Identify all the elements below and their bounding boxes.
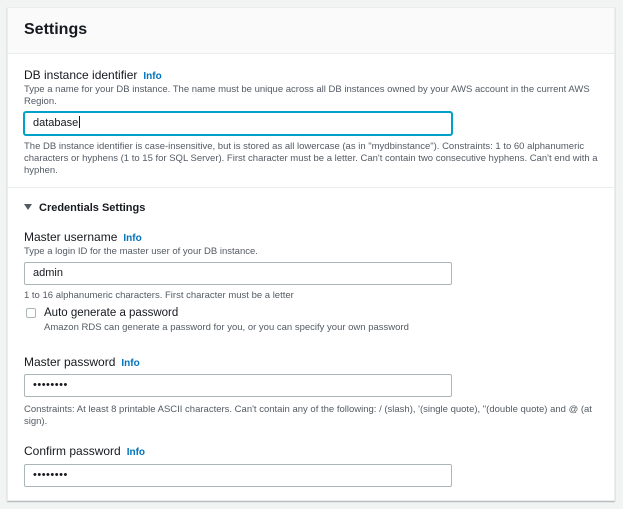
master-username-value: admin <box>33 267 63 279</box>
master-username-input[interactable] <box>24 262 452 285</box>
credentials-section-title: Credentials Settings <box>39 202 146 214</box>
caret-down-icon <box>24 204 32 210</box>
master-username-info-link[interactable]: Info <box>123 233 142 244</box>
confirm-password-info-link[interactable]: Info <box>126 447 146 458</box>
master-username-label: Master username <box>24 230 118 244</box>
auto-generate-description: Amazon RDS can generate a password for you, or you can specify your own password <box>44 322 409 333</box>
db-identifier-input[interactable] <box>24 112 452 135</box>
db-identifier-value: database <box>33 117 79 129</box>
db-identifier-label: DB instance identifier <box>24 68 138 82</box>
db-identifier-description: Type a name for your DB instance. The name must be unique across all DB instances owned by your AWS account in the current AWS Region. <box>24 84 590 107</box>
auto-generate-checkbox[interactable] <box>26 308 36 318</box>
confirm-password-input[interactable] <box>24 464 452 487</box>
section-divider <box>8 187 614 188</box>
panel-title: Settings <box>24 21 88 38</box>
master-password-input[interactable] <box>24 374 452 397</box>
panel-header <box>8 8 614 54</box>
master-password-label: Master password <box>24 355 116 369</box>
settings-panel <box>7 7 615 501</box>
db-identifier-constraints: The DB instance identifier is case-insensitive, but is stored as all lowercase (as in "mydbinstance"). Constraints: 1 to 60 alphanumeric characters or hyphens (1 to 15 for SQL Server). First character must be a letter. Can't contain two consecutive hyphens. Can't end with a hyphen. <box>24 141 598 176</box>
master-username-constraints: 1 to 16 alphanumeric characters. First character must be a letter <box>24 290 294 301</box>
auto-generate-label[interactable]: Auto generate a password <box>44 307 179 319</box>
credentials-section-toggle[interactable] <box>24 202 145 214</box>
master-username-description: Type a login ID for the master user of your DB instance. <box>24 246 258 257</box>
master-password-info-link[interactable]: Info <box>121 358 140 369</box>
confirm-password-value: •••••••• <box>33 469 68 481</box>
confirm-password-field-label <box>24 444 145 458</box>
master-password-value: •••••••• <box>33 379 68 391</box>
master-password-constraints: Constraints: At least 8 printable ASCII characters. Can't contain any of the following: / (slash), '(single quote), "(double quote) and @ (at sign). <box>24 404 592 427</box>
db-identifier-field-label <box>24 68 162 82</box>
text-cursor <box>79 116 80 128</box>
confirm-password-label: Confirm password <box>24 444 121 458</box>
master-username-field-label <box>24 230 142 244</box>
master-password-field-label <box>24 355 140 369</box>
db-identifier-info-link[interactable]: Info <box>143 71 162 82</box>
